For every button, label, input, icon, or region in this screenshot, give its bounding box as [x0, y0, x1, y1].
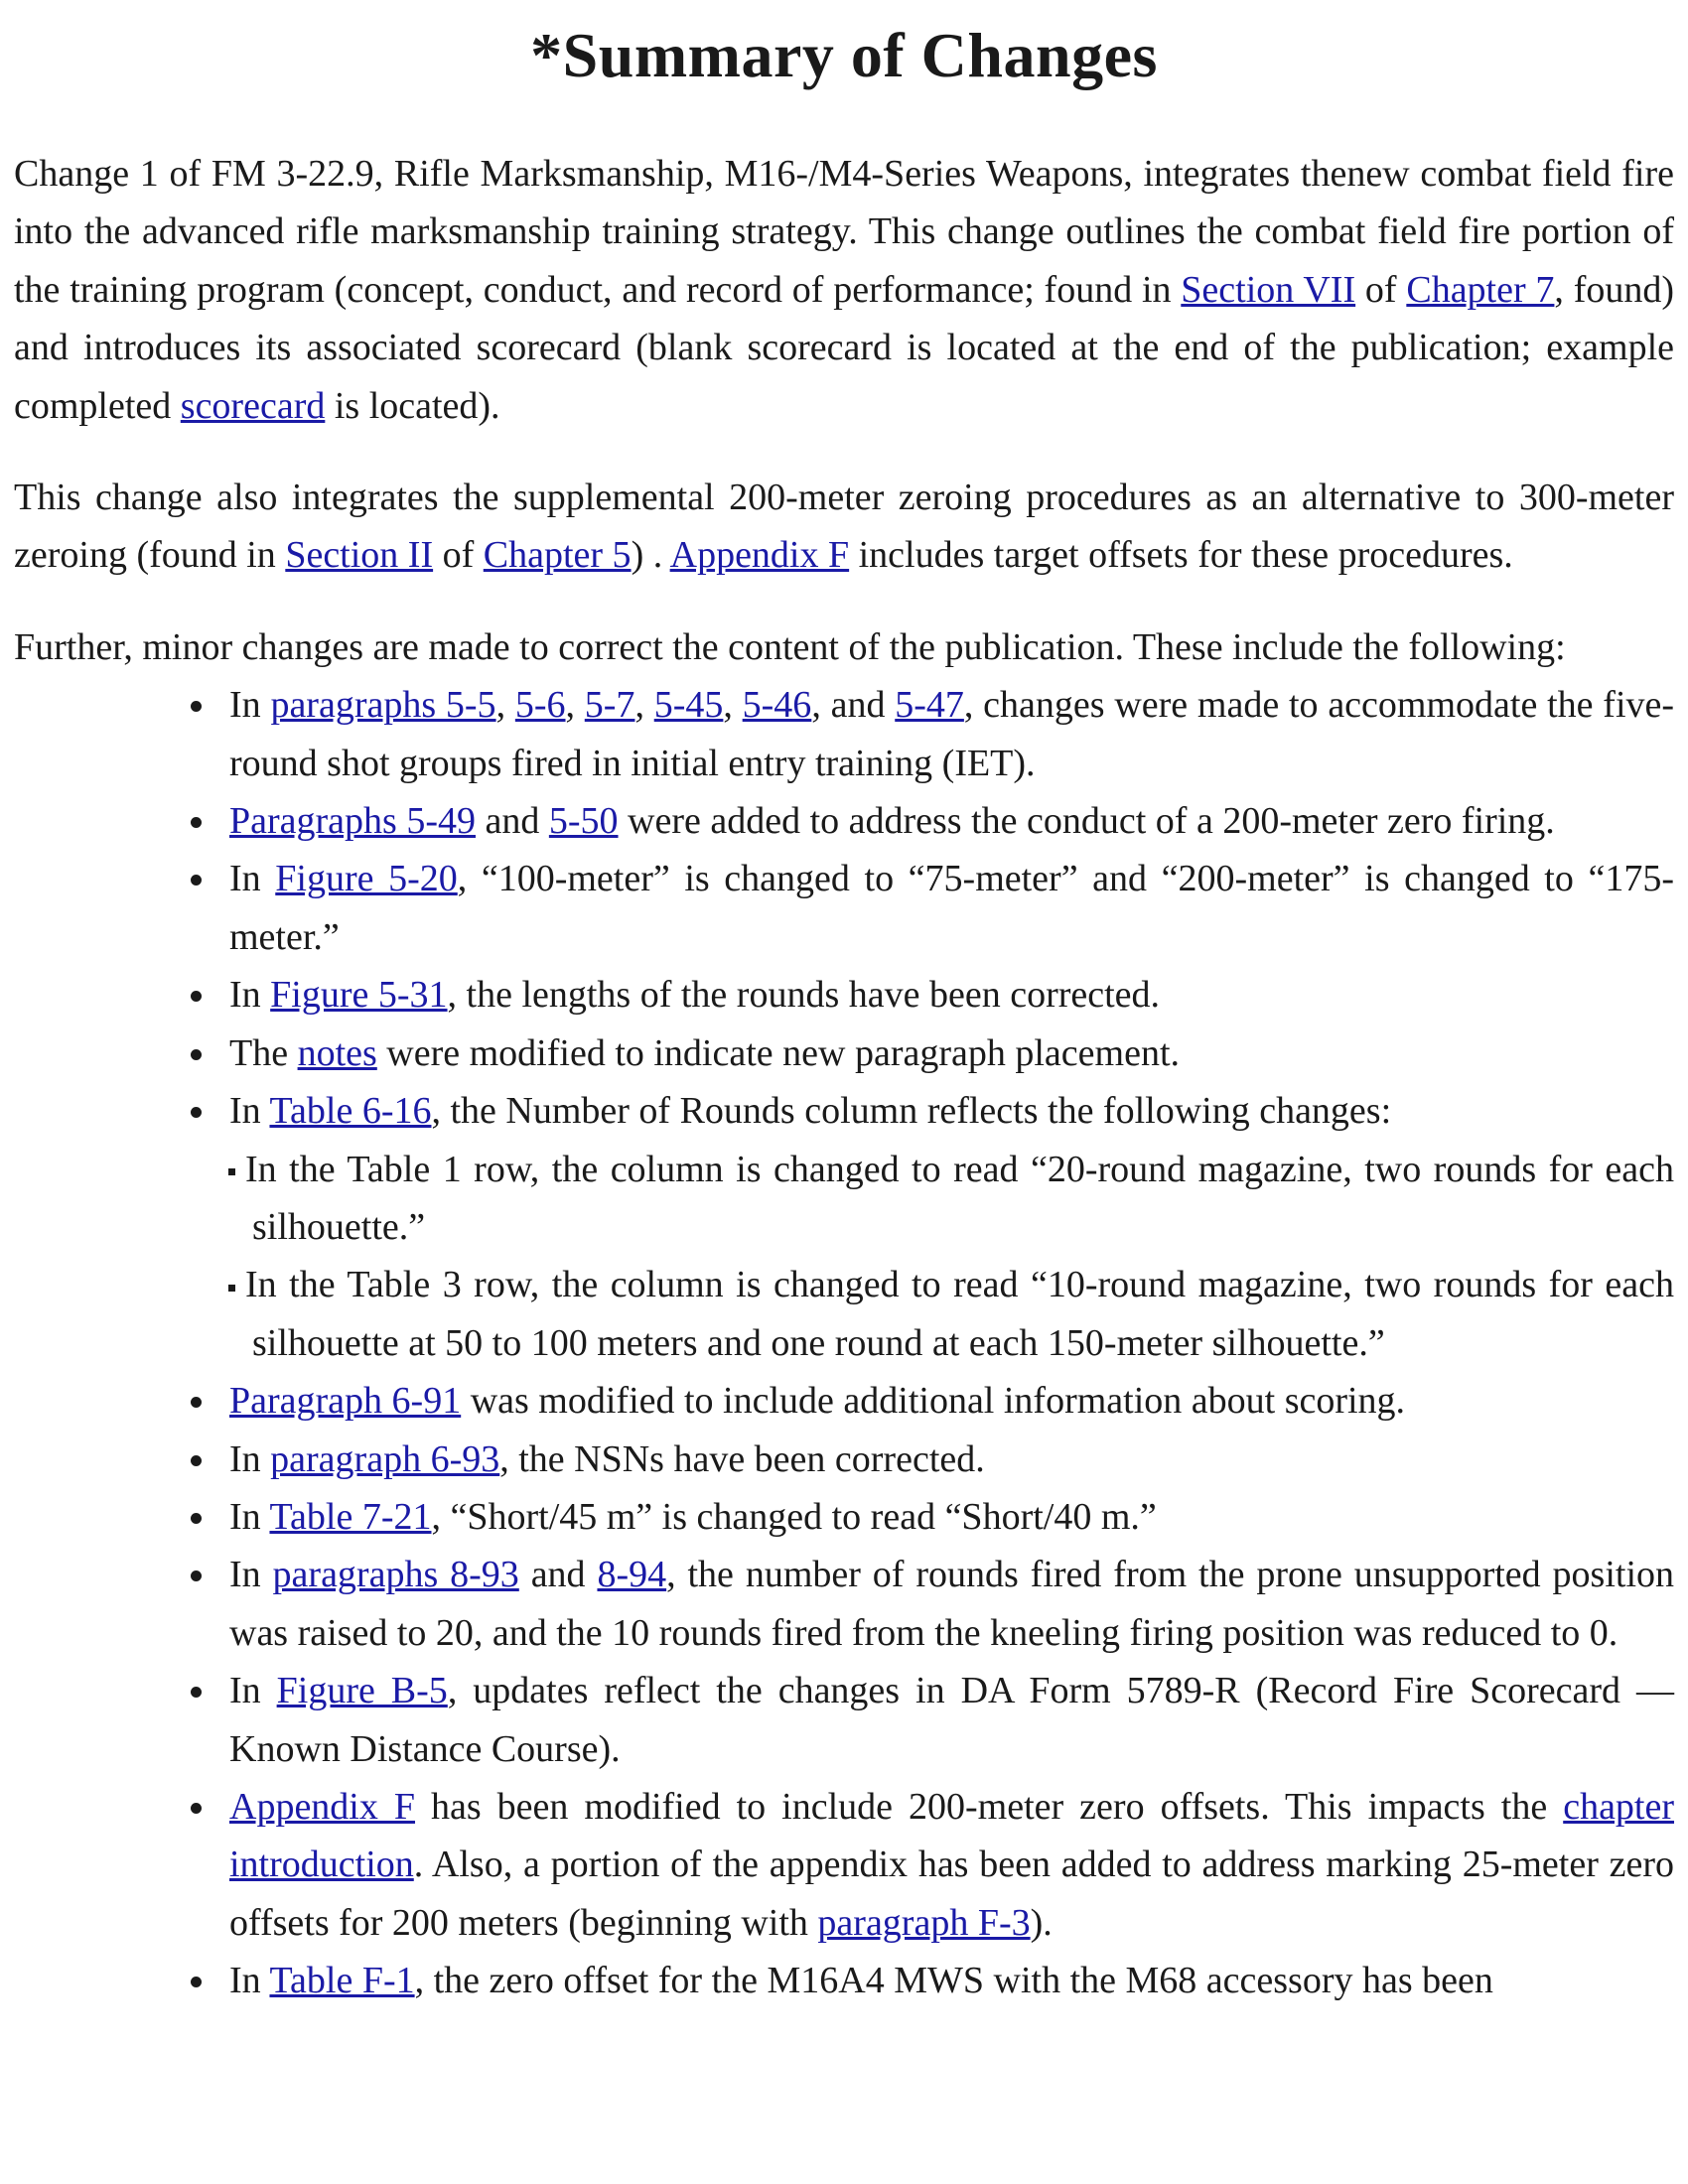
body-text: , [723, 684, 743, 727]
body-text: includes target offsets for these procedures. [849, 534, 1513, 577]
link-paragraphs-5-49[interactable]: Paragraphs 5-49 [229, 800, 476, 843]
body-text: , [495, 684, 515, 727]
body-text: In [229, 1495, 270, 1538]
body-text: , [565, 684, 585, 727]
link-chapter-7[interactable]: Chapter 7 [1406, 268, 1555, 311]
body-text: , the Number of Rounds column reflects the following changes: [431, 1090, 1392, 1133]
document-page [14, 0, 1674, 2010]
body-text: In [229, 1960, 270, 2002]
body-text: was modified to include additional information about scoring. [461, 1380, 1406, 1423]
list-item [14, 676, 1674, 792]
body-text: ). [1030, 1901, 1053, 1944]
list-item [14, 966, 1674, 1024]
list-item [14, 792, 1674, 850]
body-text: In [229, 684, 271, 727]
link-figure-b-5[interactable]: Figure B-5 [276, 1670, 448, 1712]
bullet-icon [191, 1107, 202, 1118]
page-title: *Summary of Changes [530, 20, 1158, 90]
bullet-icon [191, 1049, 202, 1060]
body-text: , the NSNs have been corrected. [499, 1437, 985, 1480]
body-text: , and [811, 684, 896, 727]
body-text: is located). [325, 384, 500, 427]
body-text: In [229, 1670, 277, 1712]
bullet-icon [191, 1570, 202, 1581]
changes-list [14, 676, 1674, 1140]
link-figure-5-20[interactable]: Figure 5-20 [275, 858, 458, 900]
bullet-icon [191, 875, 202, 886]
body-text: ) . [631, 534, 670, 577]
square-bullet-icon [228, 1285, 235, 1292]
list-item [14, 1372, 1674, 1430]
link-5-46[interactable]: 5-46 [742, 684, 812, 727]
link-table-f-1[interactable]: Table F-1 [269, 1960, 415, 2002]
link-5-47[interactable]: 5-47 [895, 684, 964, 727]
body-text: has been modified to include 200-meter zero offsets. This impacts the [415, 1785, 1564, 1828]
body-text: In the Table 3 row, the column is changed to read “10-round magazine, two rounds for each silhouette at 50 to 100 meters and one round at each 150-meter silhouette.” [245, 1264, 1674, 1364]
body-text: , the zero offset for the M16A4 MWS with the M68 accessory has been [414, 1960, 1493, 2002]
body-text: were modified to indicate new paragraph placement. [376, 1031, 1181, 1074]
body-text: In the Table 1 row, the column is changed to read “20-round magazine, two rounds for each silhouette.” [245, 1148, 1674, 1248]
link-scorecard[interactable]: scorecard [180, 384, 326, 427]
sub-list [14, 1141, 1674, 1373]
body-text: In [229, 858, 276, 900]
link-5-45[interactable]: 5-45 [653, 684, 724, 727]
bullet-icon [191, 1803, 202, 1814]
bullet-icon [191, 817, 202, 828]
body-text: and [475, 800, 549, 843]
sub-list-item [14, 1141, 1674, 1257]
body-text: , updates reflect the changes in DA Form 5789-R (Record Fire Scorecard —Known Distance Course). [229, 1670, 1675, 1770]
link-5-7[interactable]: 5-7 [584, 684, 635, 727]
body-text: This change also integrates the supplemental 200-meter zeroing procedures as an alternative to 300-meter zeroing (found in [14, 477, 1674, 577]
body-text: In [229, 974, 271, 1017]
square-bullet-icon [228, 1168, 235, 1175]
zeroing-paragraph [14, 469, 1674, 585]
link-section-ii[interactable]: Section II [285, 534, 434, 577]
list-item [14, 1546, 1674, 1662]
body-text: The [229, 1031, 298, 1074]
bullet-icon [191, 1397, 202, 1408]
link-paragraph-6-93[interactable]: paragraph 6-93 [270, 1437, 500, 1480]
link-paragraph-f-3[interactable]: paragraph F-3 [817, 1901, 1031, 1944]
body-text: , found) and introduces its associated scorecard (blank scorecard is located at the end of the publication; example completed [14, 268, 1675, 427]
list-item [14, 1431, 1674, 1488]
link-notes[interactable]: notes [297, 1031, 377, 1074]
bullet-icon [191, 1977, 202, 1987]
minor-changes-paragraph: Further, minor changes are made to correct the content of the publication. These include the following: [14, 625, 1566, 668]
list-item [14, 1952, 1674, 2009]
body-text: In [229, 1090, 270, 1133]
list-item [14, 1662, 1674, 1778]
list-item [14, 1082, 1674, 1140]
link-chapter-introduction[interactable]: chapter introduction [229, 1785, 1675, 1886]
body-text: were added to address the conduct of a 200-meter zero firing. [618, 800, 1555, 843]
body-text: , “100-meter” is changed to “75-meter” and “200-meter” is changed to “175-meter.” [229, 858, 1674, 958]
body-text: In [229, 1437, 271, 1480]
intro-paragraph [14, 145, 1674, 435]
body-text: of [1355, 268, 1407, 311]
body-text: , changes were made to accommodate the five-round shot groups fired in initial entry training (IET). [229, 684, 1675, 784]
bullet-icon [191, 1513, 202, 1524]
body-text: , the number of rounds fired from the prone unsupported position was raised to 20, and the 10 rounds fired from the kneeling firing position was reduced to 0. [229, 1554, 1674, 1654]
link-5-50[interactable]: 5-50 [548, 800, 619, 843]
body-text: , the lengths of the rounds have been corrected. [447, 974, 1161, 1017]
link-figure-5-31[interactable]: Figure 5-31 [270, 974, 448, 1017]
body-text: . Also, a portion of the appendix has been added to address marking 25-meter zero offsets for 200 meters (beginning with [229, 1843, 1674, 1944]
sub-list-item [14, 1256, 1674, 1372]
body-text: Change 1 of FM 3-22.9, Rifle Marksmanship, M16-/M4-Series Weapons, integrates thenew combat field fire into the advanced rifle marksmanship training strategy. This change outlines the combat field fire portion of the training program (concept, conduct, and record of performance; found in [14, 153, 1674, 311]
link-table-7-21[interactable]: Table 7-21 [269, 1495, 432, 1538]
bullet-icon [191, 1687, 202, 1698]
body-text: In [229, 1554, 273, 1596]
list-item [14, 1024, 1674, 1082]
bullet-icon [191, 991, 202, 1002]
link-paragraphs-8-93[interactable]: paragraphs 8-93 [272, 1554, 519, 1596]
list-item [14, 850, 1674, 966]
bullet-icon [191, 701, 202, 712]
link-section-vii[interactable]: Section VII [1181, 268, 1356, 311]
link-appendix-f[interactable]: Appendix F [669, 534, 850, 577]
link-table-6-16[interactable]: Table 6-16 [269, 1090, 432, 1133]
body-text: , “Short/45 m” is changed to read “Short/40 m.” [431, 1495, 1157, 1538]
bullet-icon [191, 1455, 202, 1466]
link-5-6[interactable]: 5-6 [514, 684, 566, 727]
link-chapter-5[interactable]: Chapter 5 [483, 534, 632, 577]
changes-list-continued [14, 1372, 1674, 2009]
body-text: , [634, 684, 654, 727]
list-item [14, 1488, 1674, 1546]
link-paragraphs-5-5[interactable]: paragraphs 5-5 [270, 684, 496, 727]
body-text: and [518, 1554, 598, 1596]
link-appendix-f-item[interactable]: Appendix F [229, 1785, 416, 1828]
body-text: of [433, 534, 484, 577]
list-item [14, 1778, 1674, 1952]
link-8-94[interactable]: 8-94 [597, 1554, 667, 1596]
link-paragraph-6-91[interactable]: Paragraph 6-91 [229, 1380, 462, 1423]
